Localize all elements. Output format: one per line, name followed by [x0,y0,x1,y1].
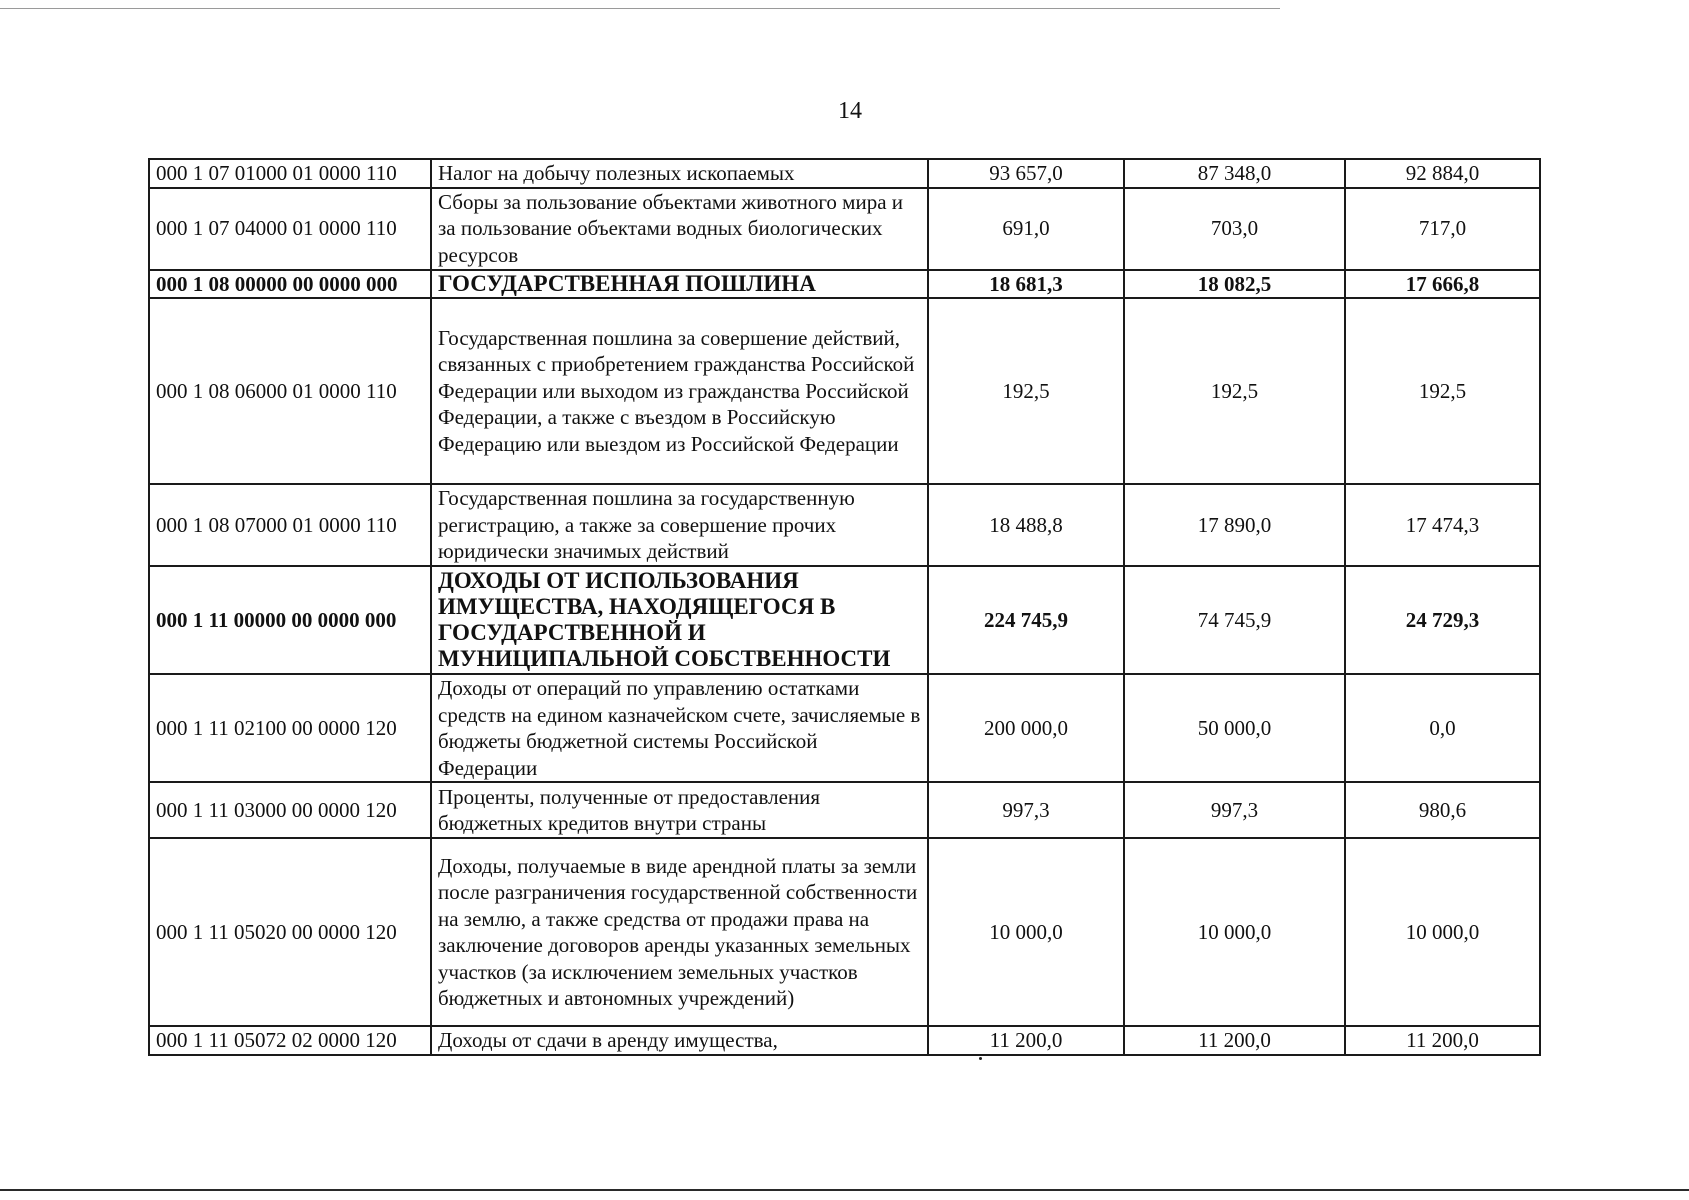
value-year-2: 17 890,0 [1124,484,1345,566]
value-year-3: 0,0 [1345,674,1540,782]
table-row [149,1026,1540,1055]
value-year-1: 10 000,0 [928,838,1124,1026]
budget-code: 000 1 08 06000 01 0000 110 [149,298,431,484]
value-year-3: 17 666,8 [1345,270,1540,299]
value-year-2: 10 000,0 [1124,838,1345,1026]
value-year-1: 18 488,8 [928,484,1124,566]
value-year-1: 18 681,3 [928,270,1124,299]
revenue-name: Государственная пошлина за совершение действий, связанных с приобретением гражданства Российской Федерации или выходом из гражданства Российской Федерации, а также с въездом в Российскую Федерацию или выездом из Российской Федерации [431,298,928,484]
table-row [149,674,1540,782]
value-year-2: 50 000,0 [1124,674,1345,782]
table-row [149,159,1540,188]
value-year-3: 17 474,3 [1345,484,1540,566]
budget-code: 000 1 07 01000 01 0000 110 [149,159,431,188]
budget-code: 000 1 11 05072 02 0000 120 [149,1026,431,1055]
revenue-name: Доходы от сдачи в аренду имущества, [431,1026,928,1055]
budget-code: 000 1 11 02100 00 0000 120 [149,674,431,782]
revenue-name: ДОХОДЫ ОТ ИСПОЛЬЗОВАНИЯ ИМУЩЕСТВА, НАХОДЯЩЕГОСЯ В ГОСУДАРСТВЕННОЙ И МУНИЦИПАЛЬНОЙ СОБСТВЕННОСТИ [431,566,928,674]
value-year-1: 997,3 [928,782,1124,838]
value-year-3: 717,0 [1345,188,1540,270]
revenue-table [148,158,1541,1056]
value-year-3: 24 729,3 [1345,566,1540,674]
budget-code: 000 1 11 00000 00 0000 000 [149,566,431,674]
value-year-1: 200 000,0 [928,674,1124,782]
table-row [149,298,1540,484]
value-year-2: 74 745,9 [1124,566,1345,674]
value-year-1: 11 200,0 [928,1026,1124,1055]
value-year-1: 224 745,9 [928,566,1124,674]
value-year-2: 18 082,5 [1124,270,1345,299]
scan-speck [979,1057,982,1060]
budget-code: 000 1 08 00000 00 0000 000 [149,270,431,299]
value-year-2: 87 348,0 [1124,159,1345,188]
value-year-3: 192,5 [1345,298,1540,484]
value-year-2: 703,0 [1124,188,1345,270]
value-year-1: 192,5 [928,298,1124,484]
revenue-name: Государственная пошлина за государственную регистрацию, а также за совершение прочих юридически значимых действий [431,484,928,566]
page-number: 14 [838,98,862,124]
revenue-name: Проценты, полученные от предоставления бюджетных кредитов внутри страны [431,782,928,838]
revenue-name: ГОСУДАРСТВЕННАЯ ПОШЛИНА [431,270,928,299]
value-year-2: 997,3 [1124,782,1345,838]
table-row-section [149,566,1540,674]
value-year-3: 11 200,0 [1345,1026,1540,1055]
revenue-name: Налог на добычу полезных ископаемых [431,159,928,188]
revenue-name: Доходы, получаемые в виде арендной платы за земли после разграничения государственной собственности на землю, а также средства от продажи права на заключение договоров аренды указанных земельных участков (за исключением земельных участков бюджетных и автономных учреждений) [431,838,928,1026]
budget-code: 000 1 07 04000 01 0000 110 [149,188,431,270]
revenue-name: Доходы от операций по управлению остатками средств на едином казначейском счете, зачисляемые в бюджеты бюджетной системы Российской Федерации [431,674,928,782]
value-year-1: 93 657,0 [928,159,1124,188]
value-year-3: 980,6 [1345,782,1540,838]
table-row [149,782,1540,838]
value-year-3: 92 884,0 [1345,159,1540,188]
value-year-1: 691,0 [928,188,1124,270]
scan-edge-bottom [0,1189,1689,1191]
table-row [149,484,1540,566]
budget-code: 000 1 08 07000 01 0000 110 [149,484,431,566]
scan-edge-top [0,8,1280,9]
revenue-name: Сборы за пользование объектами животного мира и за пользование объектами водных биологических ресурсов [431,188,928,270]
table-row [149,188,1540,270]
table-row-section [149,270,1540,299]
table-row [149,838,1540,1026]
value-year-3: 10 000,0 [1345,838,1540,1026]
value-year-2: 192,5 [1124,298,1345,484]
budget-code: 000 1 11 05020 00 0000 120 [149,838,431,1026]
budget-code: 000 1 11 03000 00 0000 120 [149,782,431,838]
value-year-2: 11 200,0 [1124,1026,1345,1055]
